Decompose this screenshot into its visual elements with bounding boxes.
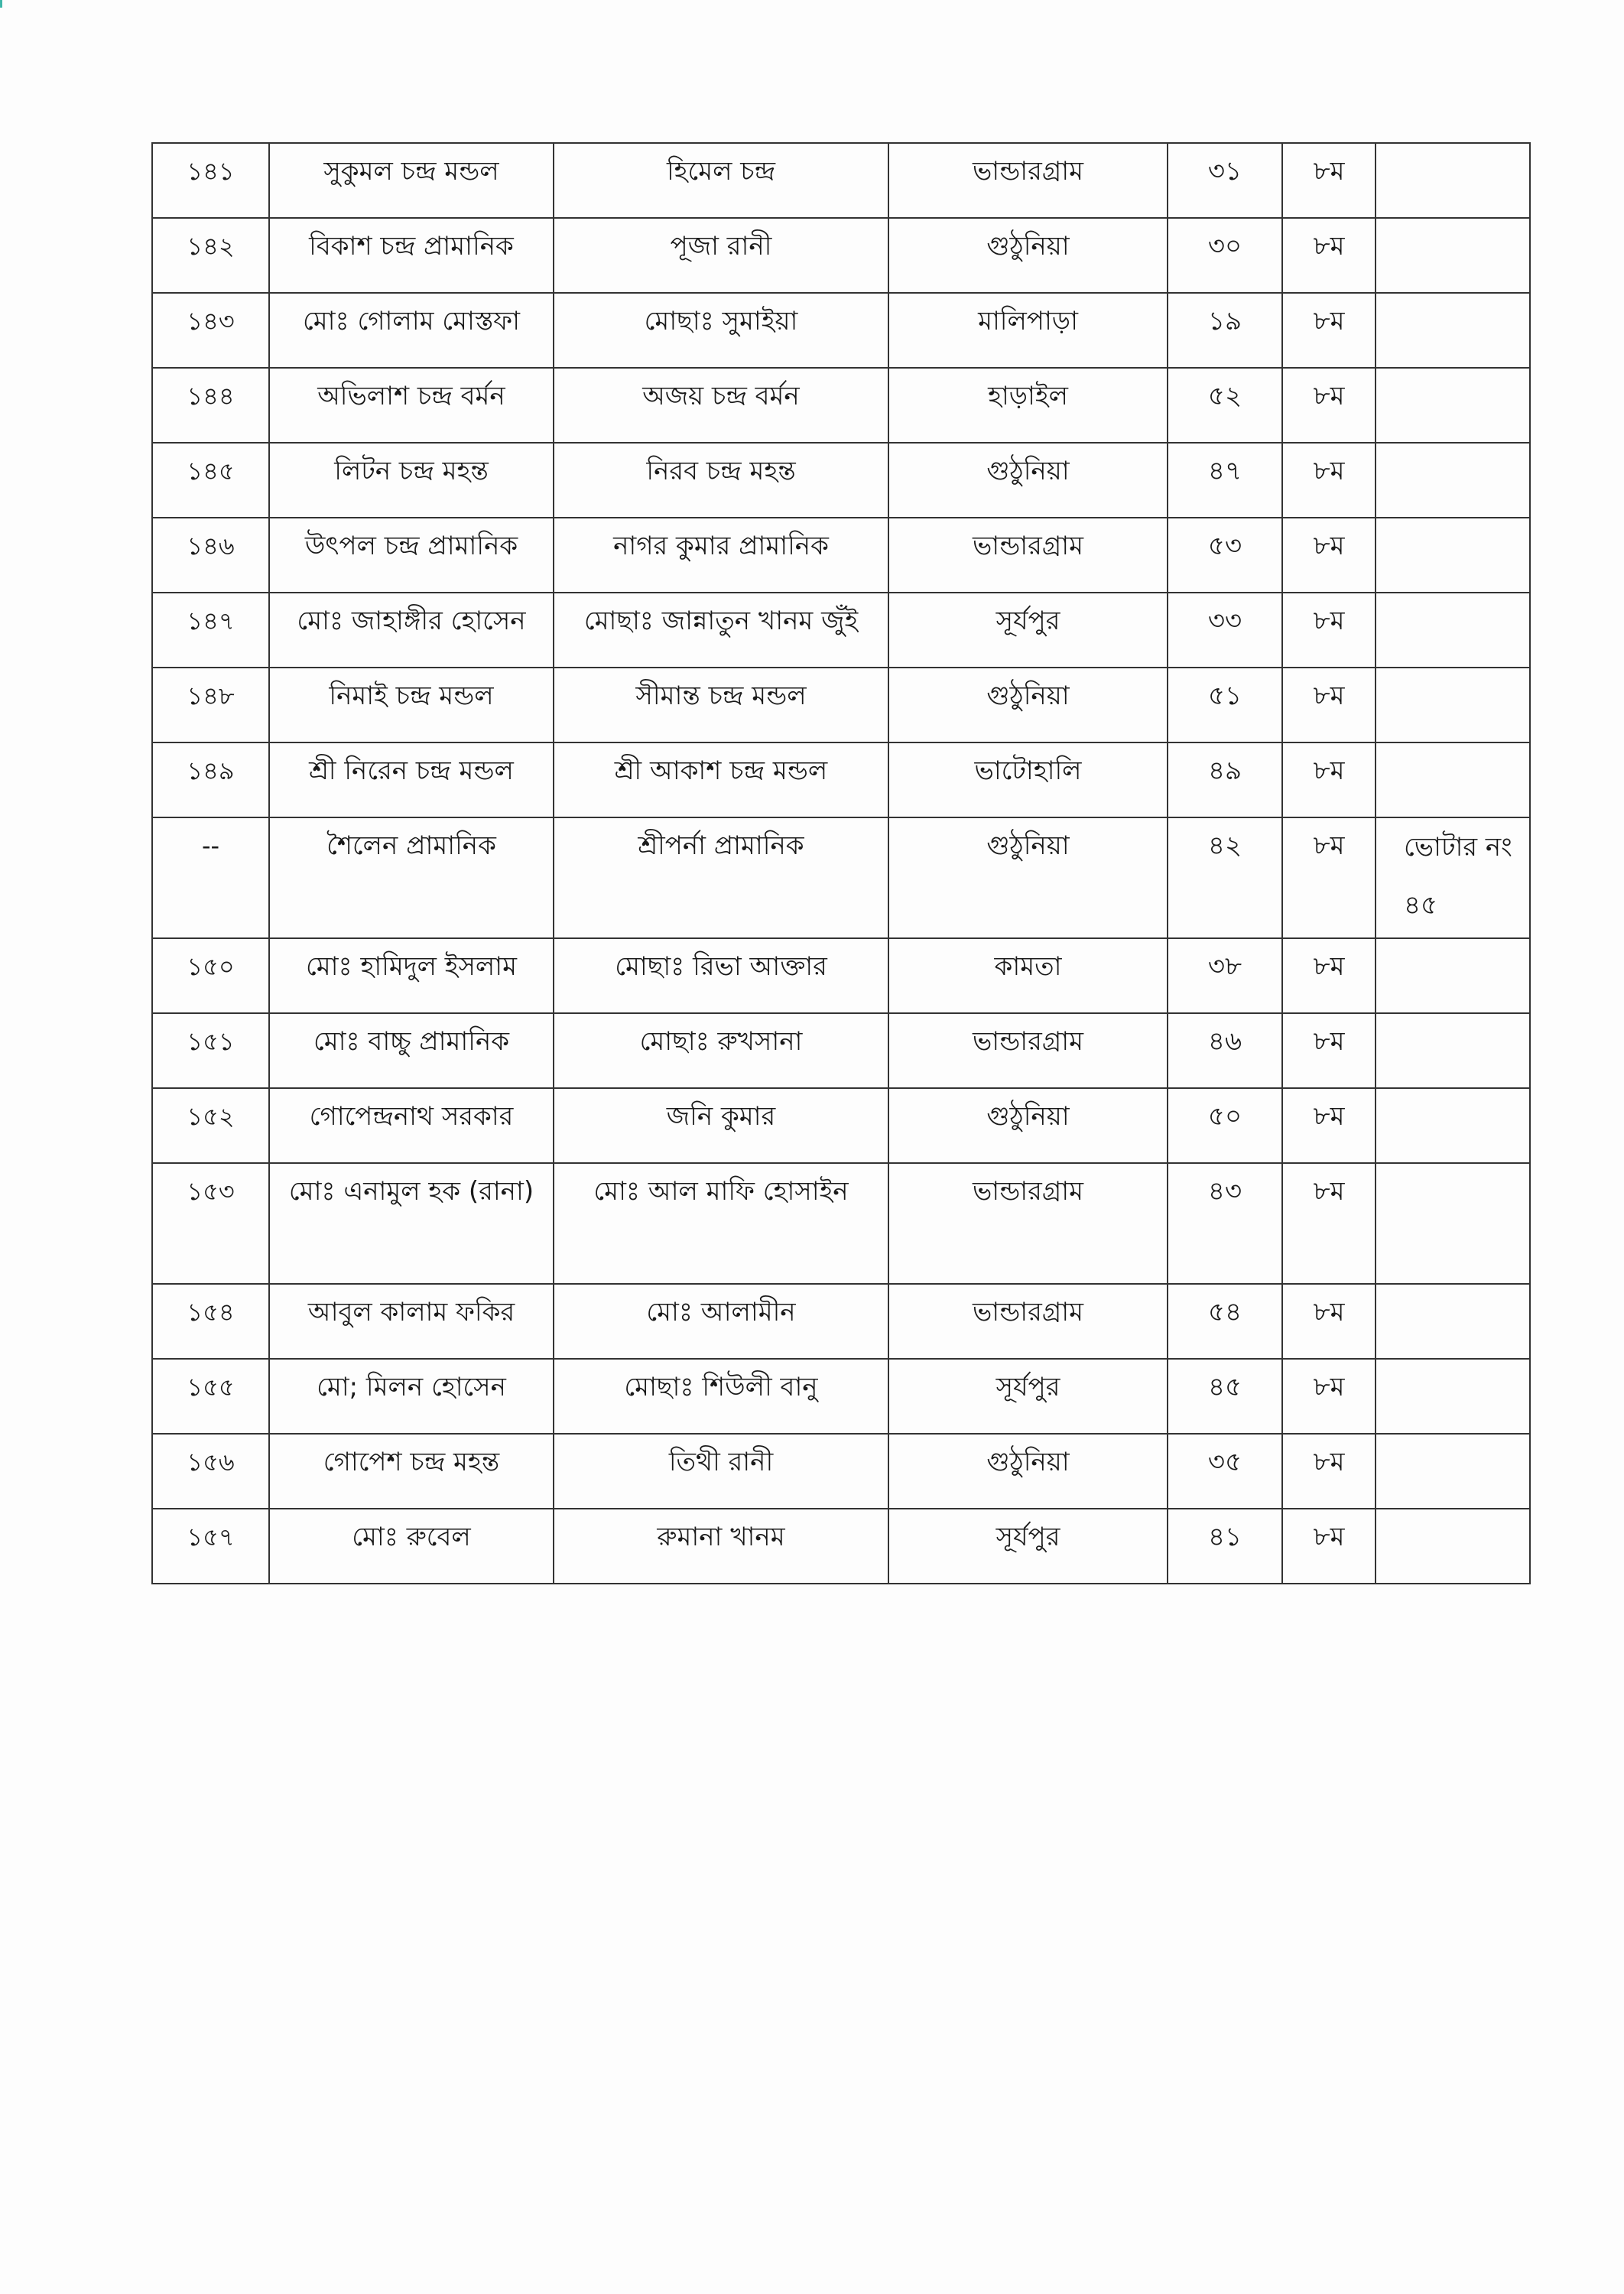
guardian-cell: মোছাঃ জান্নাতুন খানম জুঁই <box>554 593 888 668</box>
village-cell: ভান্ডারগ্রাম <box>888 1163 1168 1284</box>
guardian-cell: শ্রীপর্না প্রামানিক <box>554 817 888 938</box>
village-cell: গুঠুনিয়া <box>888 817 1168 938</box>
age-cell: ১৯ <box>1168 293 1282 368</box>
guardian-cell: জনি কুমার <box>554 1088 888 1163</box>
note-cell <box>1376 518 1530 593</box>
table-row <box>152 1509 1530 1584</box>
serial-cell: -- <box>152 817 269 938</box>
class-cell: ৮ম <box>1282 1284 1376 1359</box>
village-cell: সূর্যপুর <box>888 1509 1168 1584</box>
serial-cell: ১৫১ <box>152 1013 269 1088</box>
serial-cell: ১৫৩ <box>152 1163 269 1284</box>
guardian-cell: মোঃ আলামীন <box>554 1284 888 1359</box>
note-cell <box>1376 593 1530 668</box>
name-cell: মোঃ গোলাম মোস্তফা <box>269 293 554 368</box>
age-cell: ৩০ <box>1168 218 1282 293</box>
guardian-cell: মোছাঃ শিউলী বানু <box>554 1359 888 1434</box>
name-cell: মোঃ বাচ্চু প্রামানিক <box>269 1013 554 1088</box>
village-cell: ভাটোহালি <box>888 742 1168 817</box>
table-row <box>152 1284 1530 1359</box>
serial-cell: ১৪১ <box>152 143 269 218</box>
age-cell: ৩৩ <box>1168 593 1282 668</box>
class-cell: ৮ম <box>1282 518 1376 593</box>
table-row <box>152 742 1530 817</box>
name-cell: গোপেশ চন্দ্র মহন্ত <box>269 1434 554 1509</box>
table-row <box>152 443 1530 518</box>
note-cell <box>1376 938 1530 1013</box>
class-cell: ৮ম <box>1282 1163 1376 1284</box>
table-row <box>152 518 1530 593</box>
voter-number-note: ভোটার নং ৪৫ <box>1376 817 1530 938</box>
class-cell: ৮ম <box>1282 742 1376 817</box>
village-cell: গুঠুনিয়া <box>888 1434 1168 1509</box>
class-cell: ৮ম <box>1282 1434 1376 1509</box>
note-cell <box>1376 1163 1530 1284</box>
village-cell: গুঠুনিয়া <box>888 668 1168 742</box>
name-cell: সুকুমল চন্দ্র মন্ডল <box>269 143 554 218</box>
table-row <box>152 293 1530 368</box>
serial-cell: ১৪৮ <box>152 668 269 742</box>
table-row <box>152 1359 1530 1434</box>
village-cell: ভান্ডারগ্রাম <box>888 143 1168 218</box>
guardian-cell: তিথী রানী <box>554 1434 888 1509</box>
serial-cell: ১৫৭ <box>152 1509 269 1584</box>
class-cell: ৮ম <box>1282 668 1376 742</box>
guardian-cell: রুমানা খানম <box>554 1509 888 1584</box>
table-row <box>152 1013 1530 1088</box>
age-cell: ৫২ <box>1168 368 1282 443</box>
table-row <box>152 938 1530 1013</box>
note-cell <box>1376 293 1530 368</box>
serial-cell: ১৫২ <box>152 1088 269 1163</box>
age-cell: ৩১ <box>1168 143 1282 218</box>
guardian-cell: মোছাঃ রুখসানা <box>554 1013 888 1088</box>
name-cell: লিটন চন্দ্র মহন্ত <box>269 443 554 518</box>
name-cell: শ্রী নিরেন চন্দ্র মন্ডল <box>269 742 554 817</box>
name-cell: মোঃ রুবেল <box>269 1509 554 1584</box>
guardian-cell: শ্রী আকাশ চন্দ্র মন্ডল <box>554 742 888 817</box>
village-cell: কামতা <box>888 938 1168 1013</box>
serial-cell: ১৪৫ <box>152 443 269 518</box>
name-cell: মোঃ জাহাঙ্গীর হোসেন <box>269 593 554 668</box>
serial-cell: ১৪৪ <box>152 368 269 443</box>
serial-cell: ১৪২ <box>152 218 269 293</box>
note-cell <box>1376 443 1530 518</box>
serial-cell: ১৫৫ <box>152 1359 269 1434</box>
note-cell <box>1376 1284 1530 1359</box>
class-cell: ৮ম <box>1282 443 1376 518</box>
age-cell: ৪৬ <box>1168 1013 1282 1088</box>
name-cell: মোঃ হামিদুল ইসলাম <box>269 938 554 1013</box>
table-row <box>152 143 1530 218</box>
village-cell: গুঠুনিয়া <box>888 443 1168 518</box>
serial-cell: ১৪৩ <box>152 293 269 368</box>
table-row <box>152 1088 1530 1163</box>
class-cell: ৮ম <box>1282 293 1376 368</box>
class-cell: ৮ম <box>1282 368 1376 443</box>
class-cell: ৮ম <box>1282 1013 1376 1088</box>
age-cell: ৪২ <box>1168 817 1282 938</box>
note-cell <box>1376 668 1530 742</box>
note-cell <box>1376 368 1530 443</box>
name-cell: মো; মিলন হোসেন <box>269 1359 554 1434</box>
note-cell <box>1376 742 1530 817</box>
village-cell: ভান্ডারগ্রাম <box>888 518 1168 593</box>
table-row <box>152 1163 1530 1284</box>
table-row <box>152 218 1530 293</box>
serial-cell: ১৪৯ <box>152 742 269 817</box>
guardian-cell: নাগর কুমার প্রামানিক <box>554 518 888 593</box>
name-cell: মোঃ এনামুল হক (রানা) <box>269 1163 554 1284</box>
name-cell: বিকাশ চন্দ্র প্রামানিক <box>269 218 554 293</box>
age-cell: ৫৪ <box>1168 1284 1282 1359</box>
note-cell <box>1376 143 1530 218</box>
guardian-cell: মোছাঃ সুমাইয়া <box>554 293 888 368</box>
age-cell: ৩৫ <box>1168 1434 1282 1509</box>
table-row <box>152 668 1530 742</box>
guardian-cell: নিরব চন্দ্র মহন্ত <box>554 443 888 518</box>
age-cell: ৪৫ <box>1168 1359 1282 1434</box>
note-cell <box>1376 218 1530 293</box>
class-cell: ৮ম <box>1282 218 1376 293</box>
serial-cell: ১৪৭ <box>152 593 269 668</box>
age-cell: ৪৩ <box>1168 1163 1282 1284</box>
village-cell: মালিপাড়া <box>888 293 1168 368</box>
member-list-table <box>151 142 1531 1584</box>
name-cell: গোপেন্দ্রনাথ সরকার <box>269 1088 554 1163</box>
village-cell: সূর্যপুর <box>888 1359 1168 1434</box>
serial-cell: ১৫৬ <box>152 1434 269 1509</box>
note-cell <box>1376 1013 1530 1088</box>
name-cell: উৎপল চন্দ্র প্রামানিক <box>269 518 554 593</box>
village-cell: হাড়াইল <box>888 368 1168 443</box>
age-cell: ৩৮ <box>1168 938 1282 1013</box>
note-cell <box>1376 1434 1530 1509</box>
note-cell <box>1376 1509 1530 1584</box>
village-cell: ভান্ডারগ্রাম <box>888 1013 1168 1088</box>
page-edge-mark <box>0 0 2 8</box>
class-cell: ৮ম <box>1282 593 1376 668</box>
serial-cell: ১৪৬ <box>152 518 269 593</box>
class-cell: ৮ম <box>1282 817 1376 938</box>
name-cell: নিমাই চন্দ্র মন্ডল <box>269 668 554 742</box>
note-cell <box>1376 1088 1530 1163</box>
guardian-cell: পূজা রানী <box>554 218 888 293</box>
guardian-cell: মোছাঃ রিভা আক্তার <box>554 938 888 1013</box>
class-cell: ৮ম <box>1282 143 1376 218</box>
village-cell: গুঠুনিয়া <box>888 218 1168 293</box>
class-cell: ৮ম <box>1282 1088 1376 1163</box>
table-row <box>152 368 1530 443</box>
table-row <box>152 817 1530 938</box>
class-cell: ৮ম <box>1282 1359 1376 1434</box>
class-cell: ৮ম <box>1282 1509 1376 1584</box>
serial-cell: ১৫৪ <box>152 1284 269 1359</box>
age-cell: ৫৩ <box>1168 518 1282 593</box>
village-cell: গুঠুনিয়া <box>888 1088 1168 1163</box>
age-cell: ৫০ <box>1168 1088 1282 1163</box>
guardian-cell: মোঃ আল মাফি হোসাইন <box>554 1163 888 1284</box>
note-cell <box>1376 1359 1530 1434</box>
age-cell: ৪১ <box>1168 1509 1282 1584</box>
age-cell: ৪৭ <box>1168 443 1282 518</box>
class-cell: ৮ম <box>1282 938 1376 1013</box>
age-cell: ৪৯ <box>1168 742 1282 817</box>
guardian-cell: সীমান্ত চন্দ্র মন্ডল <box>554 668 888 742</box>
guardian-cell: হিমেল চন্দ্র <box>554 143 888 218</box>
table-row <box>152 593 1530 668</box>
age-cell: ৫১ <box>1168 668 1282 742</box>
name-cell: অভিলাশ চন্দ্র বর্মন <box>269 368 554 443</box>
village-cell: সূর্যপুর <box>888 593 1168 668</box>
table-row <box>152 1434 1530 1509</box>
serial-cell: ১৫০ <box>152 938 269 1013</box>
village-cell: ভান্ডারগ্রাম <box>888 1284 1168 1359</box>
name-cell: আবুল কালাম ফকির <box>269 1284 554 1359</box>
name-cell: শৈলেন প্রামানিক <box>269 817 554 938</box>
guardian-cell: অজয় চন্দ্র বর্মন <box>554 368 888 443</box>
